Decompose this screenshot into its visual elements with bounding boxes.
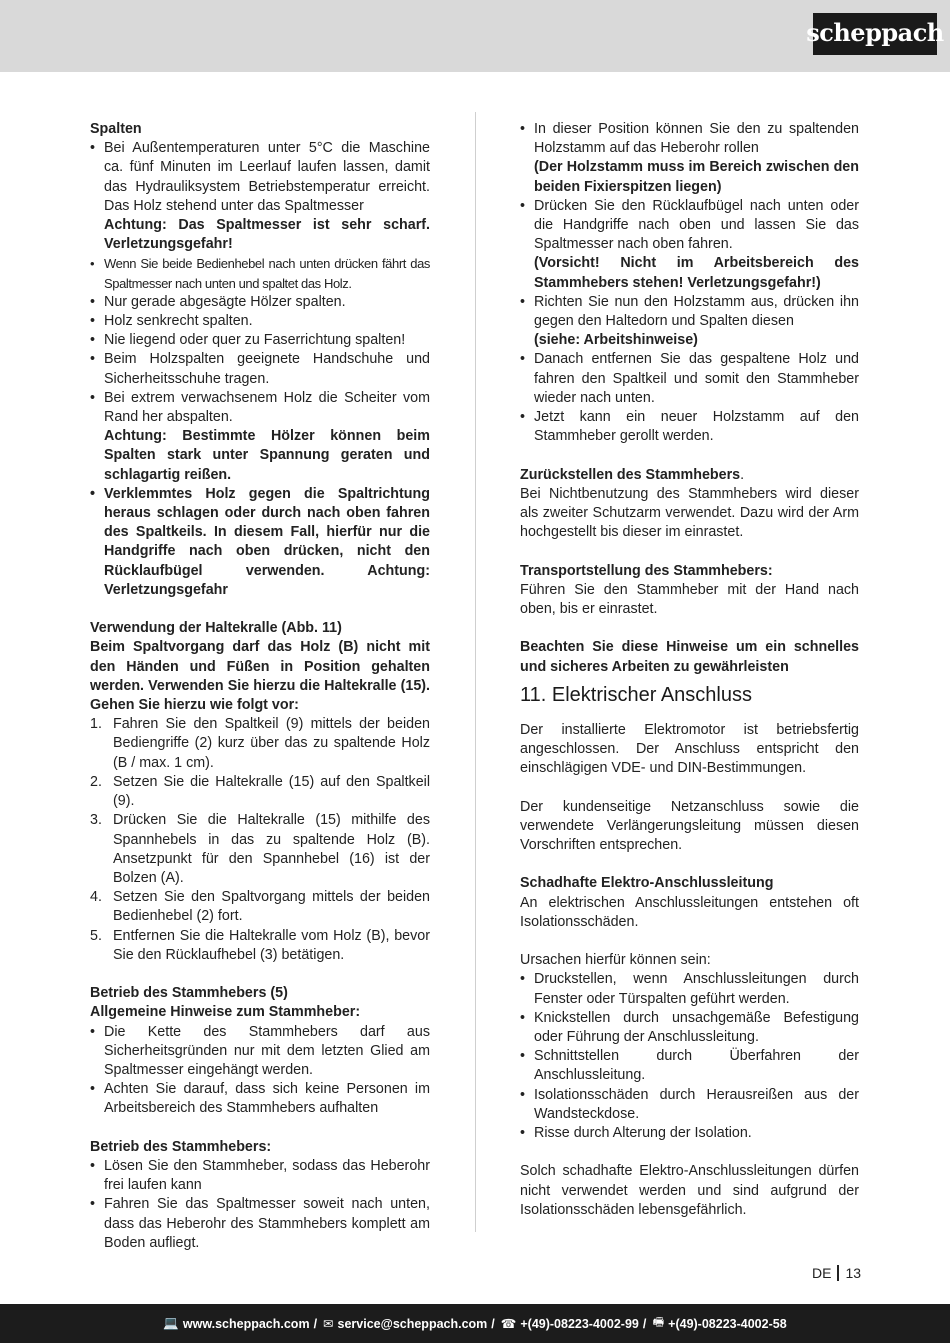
list-item: • Isolationsschäden durch Herausreißen aus der Wandsteckdose. — [520, 1086, 859, 1124]
page-separator — [837, 1265, 839, 1281]
section-title-haltekralle: Verwendung der Haltekralle (Abb. 11) — [90, 620, 342, 637]
section-title-allgemeine-hinweise: Allgemeine Hinweise zum Stammheber: — [90, 1004, 361, 1021]
notice-text: Beachten Sie diese Hinweise um ein schnelles und sicheres Arbeiten zu gewährleisten — [520, 639, 859, 675]
page-number-value: 13 — [845, 1265, 862, 1281]
warning-text: Achtung: Bestimmte Hölzer können beim Spalten stark unter Spannung geraten und schlagartig reißen. — [104, 428, 430, 483]
phone-icon: ☎ — [500, 1317, 517, 1331]
paragraph: An elektrischen Anschlussleitungen entstehen oft Isolationsschäden. — [520, 894, 859, 930]
section-title-schadhafte-leitung: Schadhafte Elektro-Anschlussleitung — [520, 875, 774, 892]
section-title-betrieb: Betrieb des Stammhebers: — [90, 1138, 272, 1155]
list-item: • Nur gerade abgesägte Hölzer spalten. — [90, 293, 430, 312]
list-item: • Richten Sie nun den Holzstamm aus, drücken ihn gegen den Haltedorn und Spalten diesen (siehe: Arbeitshinweise) — [520, 293, 859, 351]
step-item: 3. Drücken Sie die Haltekralle (15) mithilfe des Spannhebels in das zu spaltende Holz (B). Ansetzpunkt für den Spannhebel (16) ist der Bolzen (A). — [90, 812, 430, 886]
section-title-spalten: Spalten — [90, 121, 142, 137]
paragraph: Führen Sie den Stammheber mit der Hand nach oben, bis er einrastet. — [520, 581, 859, 618]
list-item: • Wenn Sie beide Bedienhebel nach unten drücken fährt das Spaltmesser nach unten und spaltet das Holz. — [90, 254, 430, 292]
fax-icon: 🖷 — [652, 1315, 665, 1329]
paragraph: Bei Nichtbenutzung des Stammhebers wird dieser als zweiter Schutzarm verwendet. Dazu wird der Arm hochgestellt bis dieser im einrastet. — [520, 485, 859, 541]
footer-bar: 💻 www.scheppach.com / ✉ service@scheppach.com / ☎ +(49)-08223-4002-99 / 🖷 +(49)-08223-4002-58 — [0, 1304, 950, 1343]
paragraph: Der kundenseitige Netzanschluss sowie die verwendete Verlängerungsleitung müssen diesen Vorschriften entsprechen. — [520, 798, 859, 854]
page-number — [812, 1265, 861, 1281]
left-column — [90, 120, 430, 1253]
paragraph: Ursachen hierfür können sein: — [520, 952, 711, 969]
note-text: (siehe: Arbeitshinweise) — [534, 332, 698, 349]
list-item: • Verklemmtes Holz gegen die Spaltrichtung heraus schlagen oder durch nach oben fahren des Spaltkeils. In diesem Fall, hierfür nur die Handgriffe nach oben drücken, nicht den Rücklaufbügel verwenden. Achtung: Verletzungsgefahr — [90, 485, 430, 600]
website-link[interactable]: www.scheppach.com — [182, 1316, 310, 1331]
phone-number: +(49)-08223-4002-99 — [520, 1316, 639, 1331]
section-title-transport: Transportstellung des Stammhebers: — [520, 562, 773, 579]
list-item: • Nie liegend oder quer zu Faserrichtung spalten! — [90, 331, 430, 350]
list-item: • Bei Außentemperaturen unter 5°C die Maschine ca. fünf Minuten im Leerlauf laufen lassen, damit das Hydrauliksystem Betriebstemperatur erreicht. Das Holz stehend unter das Spaltmesser Achtung: Das Spaltmesser ist sehr scharf. Verletzungsgefahr! — [90, 139, 430, 254]
paragraph: Solch schadhafte Elektro-Anschlussleitungen dürfen nicht verwendet werden und sind aufgrund der Isolationsschäden lebensgefährlich. — [520, 1163, 859, 1218]
list-item: • In dieser Position können Sie den zu spaltenden Holzstamm auf das Heberohr rollen (Der Holzstamm muss im Bereich zwischen den beiden Fixierspitzen liegen) — [520, 120, 859, 197]
step-item: 4. Setzen Sie den Spaltvorgang mittels der beiden Bedienhebel (2) fort. — [90, 889, 430, 925]
list-item: • Beim Holzspalten geeignete Handschuhe und Sicherheitsschuhe tragen. — [90, 350, 430, 388]
step-item: 5. Entfernen Sie die Haltekralle vom Holz (B), bevor Sie den Rücklaufhebel (3) betätigen. — [90, 927, 430, 963]
fax-number: +(49)-08223-4002-58 — [668, 1316, 787, 1331]
paragraph: Der installierte Elektromotor ist betriebsfertig angeschlossen. Der Anschluss entspricht den einschlägigen VDE- und DIN-Bestimmungen. — [520, 721, 859, 777]
column-divider — [475, 112, 476, 1232]
list-item: • Schnittstellen durch Überfahren der Anschlussleitung. — [520, 1047, 859, 1085]
list-item: • Die Kette des Stammhebers darf aus Sicherheitsgründen nur mit dem letzten Glied am Spaltmesser eingehängt werden. — [90, 1023, 430, 1081]
chapter-heading: 11. Elektrischer Anschluss — [520, 683, 752, 706]
list-item: • Danach entfernen Sie das gespaltene Holz und fahren den Spaltkeil und somit den Stammheber wieder nach unten. — [520, 350, 859, 408]
list-item: • Drücken Sie den Rücklaufbügel nach unten oder die Handgriffe nach oben und lassen Sie das Spaltmesser nach oben fahren. (Vorsicht! Nicht im Arbeitsbereich des Stammhebers stehen! Verletzungsgefahr!) — [520, 197, 859, 293]
list-item: • Bei extrem verwachsenem Holz die Scheiter vom Rand her abspalten. Achtung: Bestimmte Hölzer können beim Spalten stark unter Spannung geraten und schlagartig reißen. — [90, 389, 430, 485]
steps-list — [90, 715, 430, 965]
haltekralle-intro: Beim Spaltvorgang darf das Holz (B) nicht mit den Händen und Füßen in Position gehalten werden. Verwenden Sie hierzu die Haltekralle (15). Gehen Sie hierzu wie folgt vor: — [90, 639, 430, 714]
warning-text: Achtung: Das Spaltmesser ist sehr scharf. Verletzungsgefahr! — [104, 217, 430, 253]
list-item: • Jetzt kann ein neuer Holzstamm auf den Stammheber gerollt werden. — [520, 408, 859, 446]
section-title-zurueckstellen: Zurückstellen des Stammhebers. — [520, 466, 745, 483]
list-item: • Risse durch Alterung der Isolation. — [520, 1124, 859, 1143]
list-item: • Achten Sie darauf, dass sich keine Personen im Arbeitsbereich des Stammhebers aufhalten — [90, 1080, 430, 1118]
header-bar — [0, 0, 950, 72]
list-item: • Lösen Sie den Stammheber, sodass das Heberohr frei laufen kann — [90, 1157, 430, 1195]
email-link[interactable]: service@scheppach.com — [337, 1316, 488, 1331]
language-code: DE — [812, 1265, 832, 1281]
step-item: 2. Setzen Sie die Haltekralle (15) auf den Spaltkeil (9). — [90, 773, 430, 810]
list-item: • Holz senkrecht spalten. — [90, 312, 430, 331]
list-item: • Knickstellen durch unsachgemäße Befestigung oder Führung der Anschlussleitung. — [520, 1009, 859, 1047]
list-item: • Fahren Sie das Spaltmesser soweit nach unten, dass das Heberohr des Stammhebers komplett am Boden aufliegt. — [90, 1195, 430, 1253]
step-item: 1. Fahren Sie den Spaltkeil (9) mittels der beiden Bediengriffe (2) kurz über das zu spaltende Holz (B / max. 1 cm). — [90, 716, 430, 771]
right-column — [520, 120, 859, 1220]
warning-text: (Vorsicht! Nicht im Arbeitsbereich des Stammhebers stehen! Verletzungsgefahr!) — [534, 255, 859, 291]
note-text: (Der Holzstamm muss im Bereich zwischen den beiden Fixierspitzen liegen) — [534, 159, 859, 195]
list-item: • Druckstellen, wenn Anschlussleitungen durch Fenster oder Türspalten geführt werden. — [520, 970, 859, 1008]
mail-icon: ✉ — [323, 1317, 334, 1331]
section-title-betrieb-5: Betrieb des Stammhebers (5) — [90, 985, 288, 1002]
brand-logo: scheppach — [813, 13, 937, 55]
computer-icon: 💻 — [163, 1316, 179, 1330]
